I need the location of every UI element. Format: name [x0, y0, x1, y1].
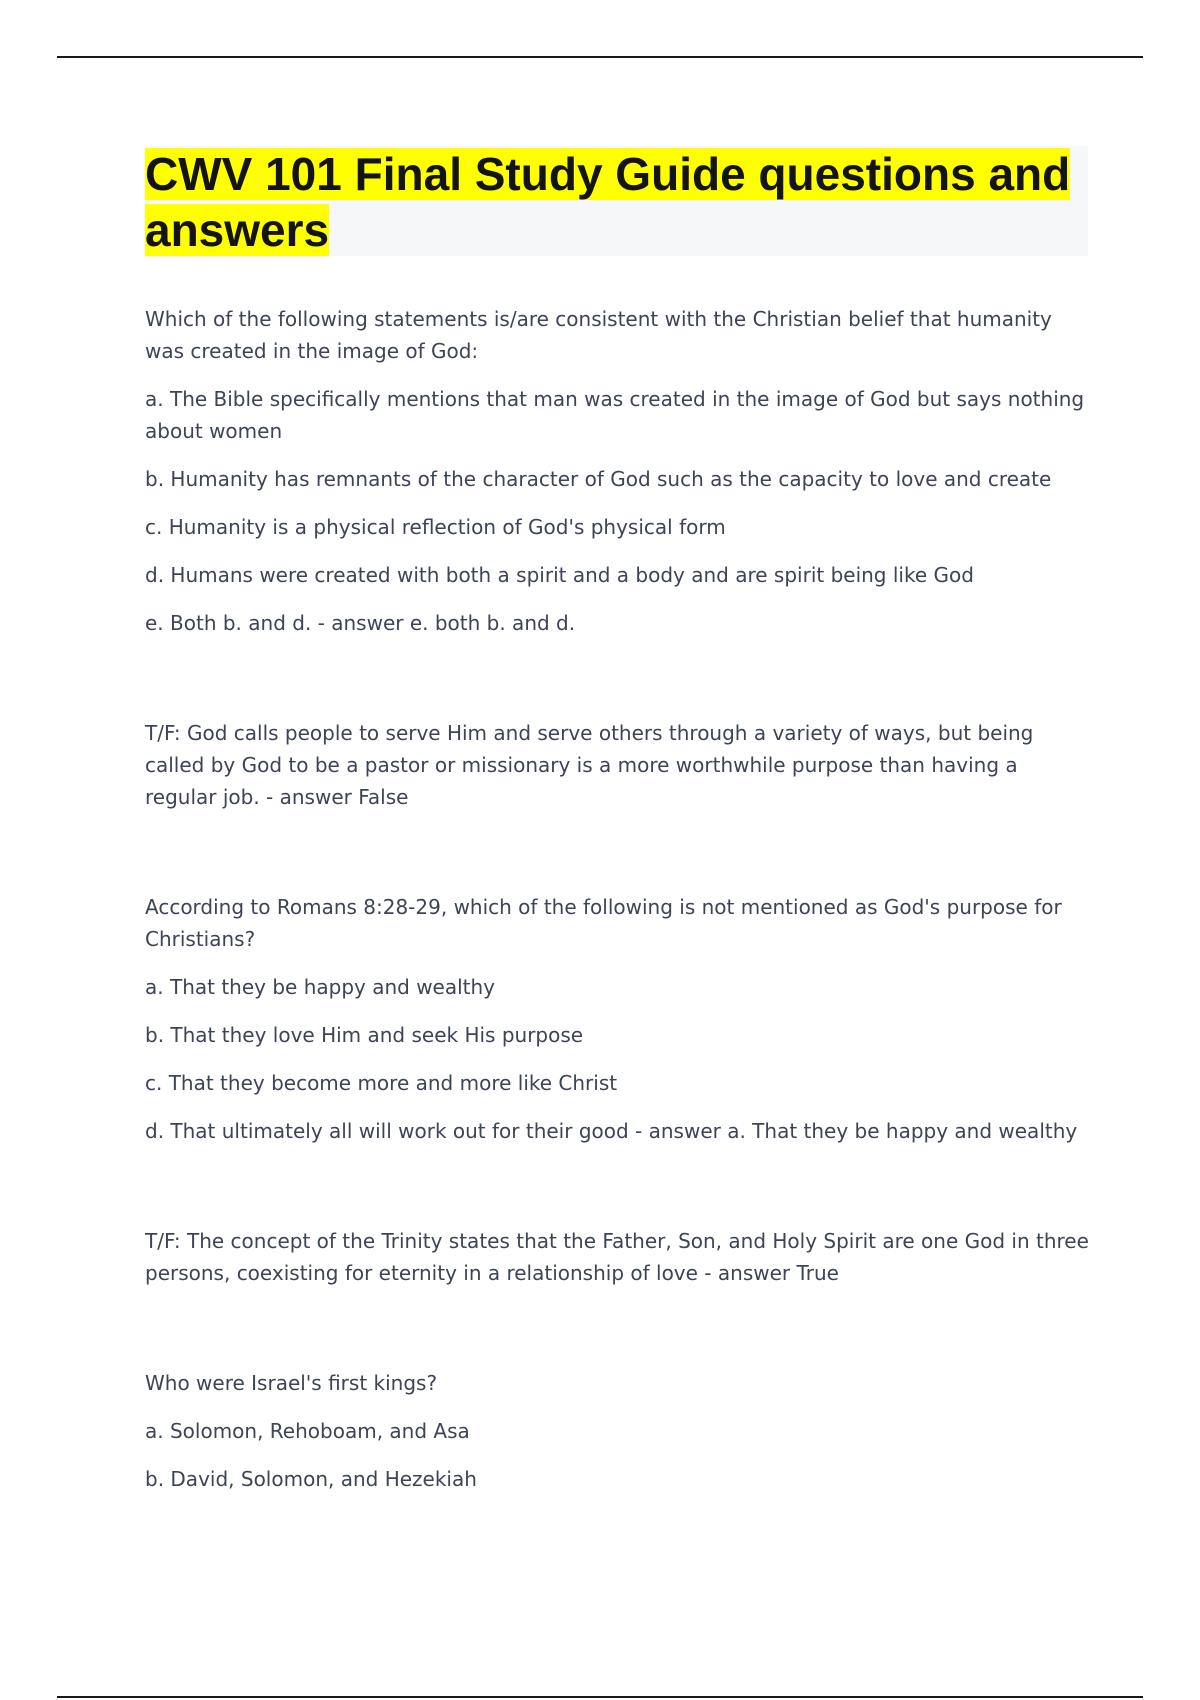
question-5: [145, 1367, 1095, 1495]
answer-option: a. Solomon, Rehoboam, and Asa: [145, 1419, 470, 1443]
answer-option: d. That ultimately all will work out for their good - answer a. That they be happy and wealthy: [145, 1119, 1078, 1143]
document-body: [145, 303, 1095, 1495]
answer-option: b. David, Solomon, and Hezekiah: [145, 1467, 477, 1491]
answer-option: c. That they become more and more like Christ: [145, 1071, 618, 1095]
page-title: [145, 146, 1088, 258]
question-text: Which of the following statements is/are consistent with the Christian belief that humanity was created in the image of God:: [145, 307, 1052, 363]
answer-option: b. Humanity has remnants of the character of God such as the capacity to love and create: [145, 467, 1052, 491]
answer-option: e. Both b. and d. - answer e. both b. and d.: [145, 611, 576, 635]
answer-option: a. The Bible specifically mentions that man was created in the image of God but says nothing about women: [145, 387, 1085, 443]
question-text: Who were Israel's first kings?: [145, 1371, 438, 1395]
question-text: According to Romans 8:28-29, which of the following is not mentioned as God's purpose for Christians?: [145, 895, 1062, 951]
question-text: T/F: The concept of the Trinity states that the Father, Son, and Holy Spirit are one God in three persons, coexisting for eternity in a relationship of love - answer True: [145, 1229, 1089, 1285]
question-3: [145, 891, 1095, 1147]
answer-option: a. That they be happy and wealthy: [145, 975, 496, 999]
answer-option: d. Humans were created with both a spirit and a body and are spirit being like God: [145, 563, 974, 587]
bottom-rule: [57, 1696, 1143, 1698]
answer-option: c. Humanity is a physical reflection of God's physical form: [145, 515, 726, 539]
highlighted-title-text: CWV 101 Final Study Guide questions and answers: [145, 148, 1071, 256]
question-2: [145, 717, 1095, 813]
title-block: [145, 146, 1088, 256]
question-4: [145, 1225, 1095, 1289]
answer-option: b. That they love Him and seek His purpose: [145, 1023, 584, 1047]
question-text: T/F: God calls people to serve Him and serve others through a variety of ways, but being called by God to be a pastor or missionary is a more worthwhile purpose than having a regular job. - answer False: [145, 721, 1034, 809]
top-rule: [57, 56, 1143, 58]
question-1: [145, 303, 1095, 639]
